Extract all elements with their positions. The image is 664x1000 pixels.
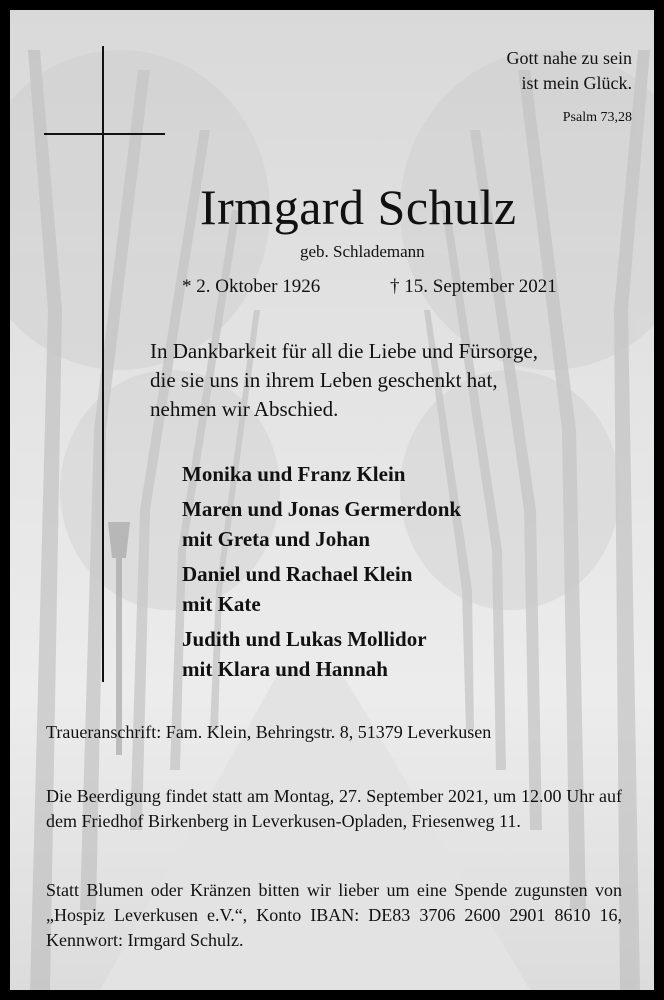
mourner-line: mit Kate <box>182 592 261 616</box>
motto-line: ist mein Glück. <box>521 73 632 93</box>
mourner-line: Daniel und Rachael Klein <box>182 561 413 586</box>
mourner-line: Monika und Franz Klein <box>182 462 406 486</box>
deceased-name: Irmgard Schulz <box>200 179 517 235</box>
thanks-line: die sie uns in ihrem Leben geschenkt hat, <box>150 368 498 392</box>
funeral-details: Die Beerdigung findet statt am Montag, 27. September 2021, um 12.00 Uhr auf dem Friedhof Birkenberg in Leverkusen-Opladen, Friesenweg 11. <box>46 786 622 831</box>
birth-date: * 2. Oktober 1926 <box>182 276 321 297</box>
cross-icon-horizontal <box>44 133 165 135</box>
obituary-notice <box>10 10 654 990</box>
mourner-line: Maren und Jonas Germerdonk <box>182 496 462 521</box>
donation-request: Statt Blumen oder Kränzen bitten wir lieber um eine Spende zugunsten von „Hospiz Leverkusen e.V.“, Konto IBAN: DE83 3706 2600 2901 8610 16, Kennwort: Irmgard Schulz. <box>46 880 622 950</box>
mourner-line: mit Klara und Hannah <box>182 657 388 681</box>
mourner-line: mit Greta und Johan <box>182 527 371 551</box>
mourner-line: Judith und Lukas Mollidor <box>182 626 427 651</box>
mourning-address: Traueranschrift: Fam. Klein, Behringstr. 8, 51379 Leverkusen <box>46 722 492 742</box>
thanks-line: In Dankbarkeit für all die Liebe und Fürsorge, <box>150 339 538 363</box>
motto-line: Gott nahe zu sein <box>506 48 632 68</box>
psalm-reference: Psalm 73,28 <box>562 110 632 125</box>
thanks-line: nehmen wir Abschied. <box>150 397 339 421</box>
death-date: † 15. September 2021 <box>390 276 557 297</box>
cross-icon-vertical <box>102 46 104 682</box>
thanks-text <box>150 337 620 424</box>
motto <box>452 46 632 96</box>
maiden-name: geb. Schlademann <box>300 242 425 261</box>
mourners-list <box>182 459 461 685</box>
